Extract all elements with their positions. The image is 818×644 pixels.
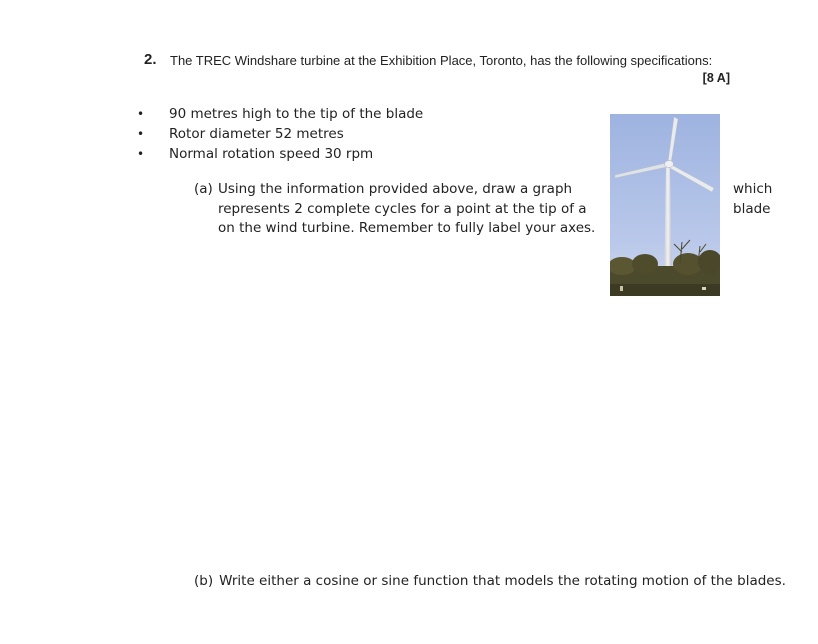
question-number: 2. (144, 51, 157, 68)
part-a-line-2: represents 2 complete cycles for a point at the tip of a (218, 200, 587, 217)
wind-turbine-photo (610, 114, 720, 296)
list-item (135, 124, 423, 144)
marks-label: [8 A] (702, 71, 730, 85)
part-a-line-1: Using the information provided above, draw a graph (218, 181, 573, 197)
spec-diameter: Rotor diameter 52 metres (169, 126, 344, 142)
part-a-line-3: on the wind turbine. Remember to fully label your axes. (218, 220, 596, 236)
part-a-label: (a) (194, 181, 213, 197)
specifications-list (135, 104, 423, 164)
part-b-label: (b) (194, 573, 214, 589)
turbine-hub (665, 161, 674, 168)
bullet-icon: • (137, 147, 145, 161)
spec-height: 90 metres high to the tip of the blade (169, 106, 424, 122)
bullet-icon: • (137, 127, 145, 141)
part-a-word-which: which (733, 181, 773, 197)
part-b-text: Write either a cosine or sine function that models the rotating motion of the blades. (219, 573, 786, 589)
bullet-icon: • (137, 107, 145, 121)
part-a-word-blade: blade (733, 200, 771, 217)
question-intro: The TREC Windshare turbine at the Exhibition Place, Toronto, has the following specifications: (170, 53, 713, 68)
spec-speed: Normal rotation speed 30 rpm (169, 146, 374, 162)
part-b-question (194, 573, 786, 589)
list-item (135, 104, 423, 124)
list-item (135, 144, 423, 164)
